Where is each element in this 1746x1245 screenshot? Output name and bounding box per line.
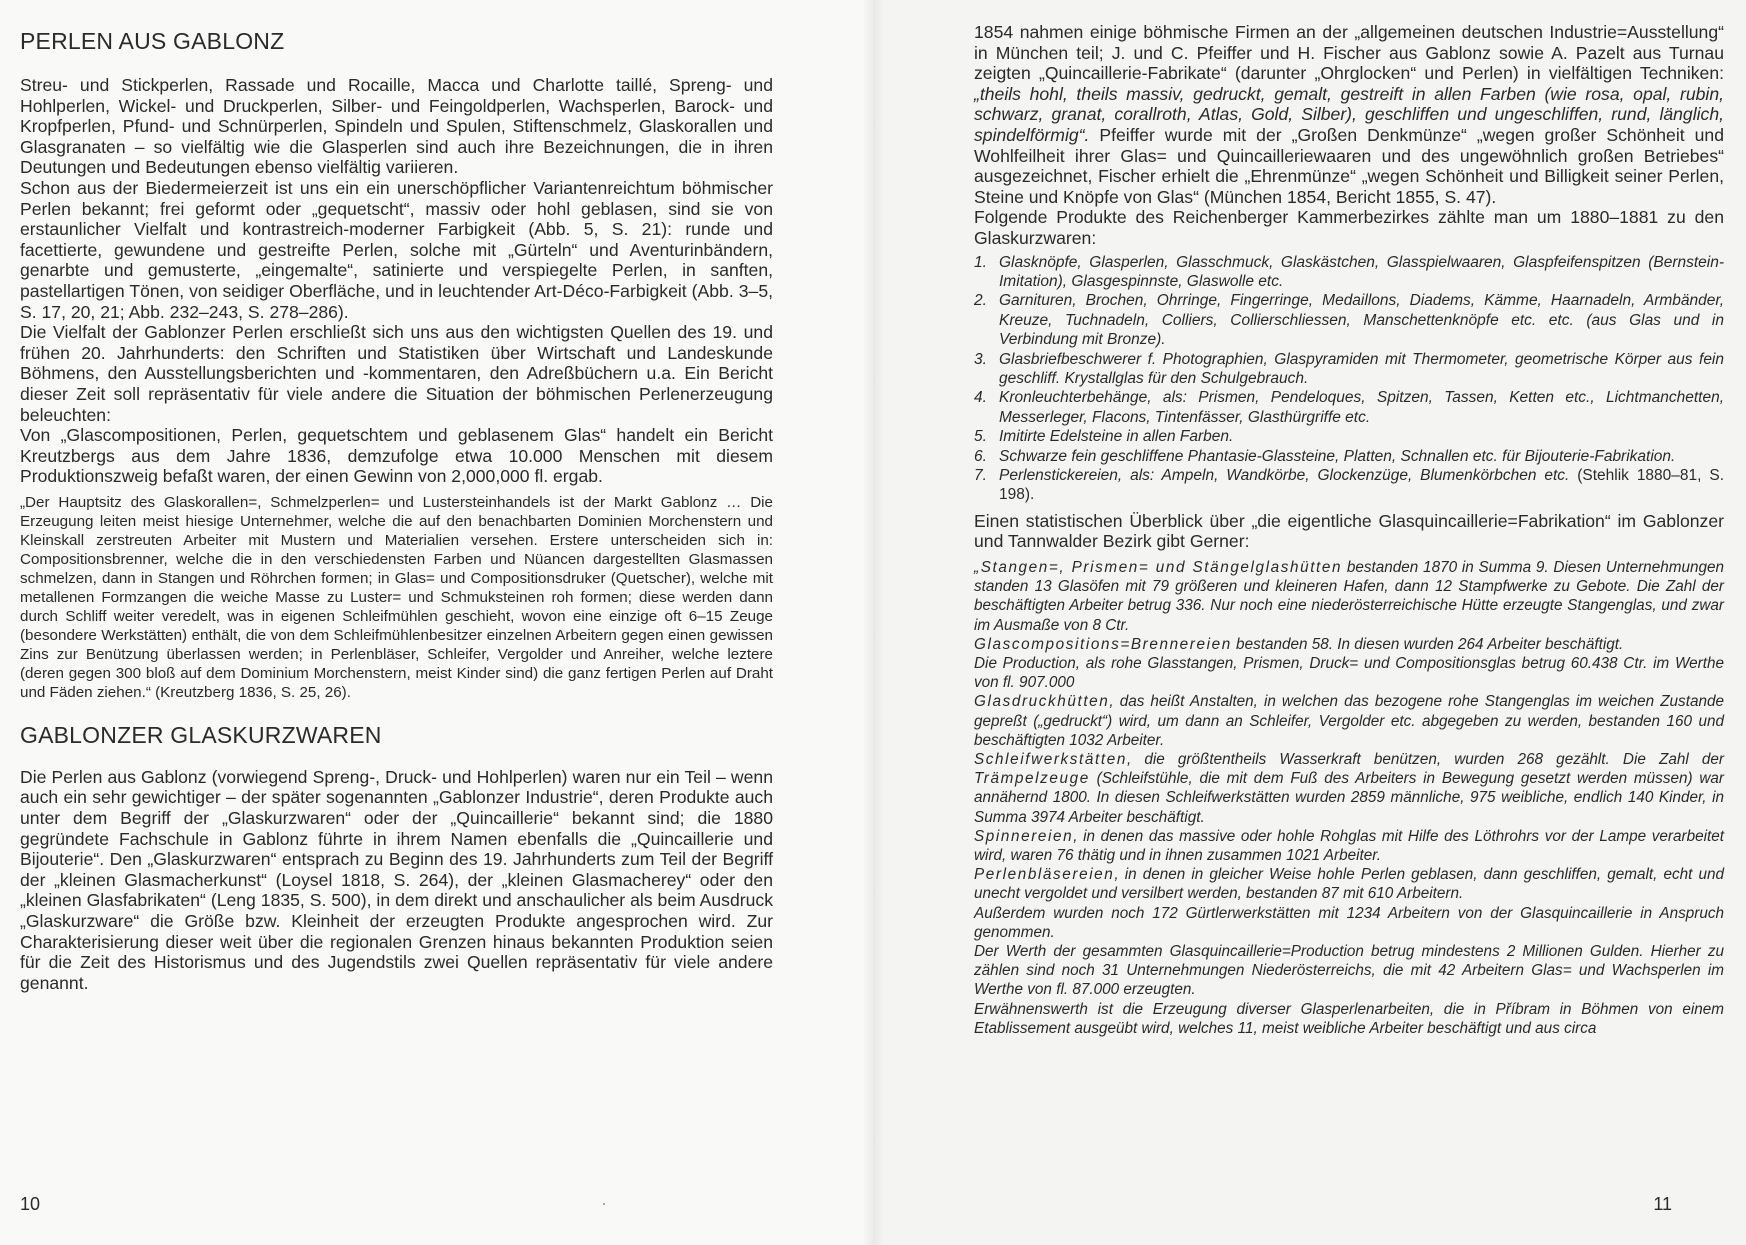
- statistics-quote: [974, 558, 1724, 1038]
- paragraph: Streu- und Stickperlen, Rassade und Rocaille, Macca und Charlotte taillé, Spreng- und Hohlperlen, Wickel- und Druckperlen, Silber- und Feingoldperlen, Wachsperlen, Barock- und Kropfperlen, Pfund- und Schnürperlen, Spindeln und Spulen, Stiftenschmelz, Glaskorallen und Glasgranaten – so vielfältig wie die Glasperlen sind auch ihre Bezeichnungen, die in ihren Deutungen und Bedeutungen ebenso vielfältig variieren.: [20, 75, 773, 178]
- paragraph: Die Vielfalt der Gablonzer Perlen erschließt sich uns aus den wichtigsten Quellen des 19. und frühen 20. Jahrhunderts: den Schriften und Statistiken über Wirtschaft und Landeskunde Böhmens, den Ausstellungsberichten und -kommentaren, den Adreßbüchern u.a. Ein Bericht dieser Zeit soll repräsentativ für viele andere die Situation der böhmischen Perlenerzeugung beleuchten:: [20, 322, 773, 425]
- list-item: 4. Kronleuchterbehänge, als: Prismen, Pendeloques, Spitzen, Tassen, Ketten etc., Lichtmanchetten, Messerleger, Flacons, Tintenfässer, Glasthürgriffe etc.: [974, 389, 1724, 426]
- citation: (Stehlik 1880–81, S. 198).: [999, 467, 1725, 504]
- list-item: 2. Garnituren, Brochen, Ohrringe, Fingerringe, Medaillons, Diadems, Kämme, Haarnadeln, Armbänder, Kreuze, Tuchnadeln, Colliers, Collierschliessen, Manschettenknöpfe etc. etc. (aus Glas und in Verbindung mit Bronze).: [974, 292, 1724, 349]
- heading-perlen-aus-gablonz: PERLEN AUS GABLONZ: [20, 28, 285, 54]
- paragraph-muenchen-1854: [974, 22, 1724, 207]
- stat-entry: Außerdem wurden noch 172 Gürtlerwerkstätten mit 1234 Arbeitern von der Glasquincaillerie in Anspruch genommen.: [974, 904, 1724, 941]
- stat-entry: Glascompositions=Brennereien bestanden 58. In diesen wurden 264 Arbeiter beschäftigt.: [974, 635, 1624, 653]
- stat-entry: Erwähnenswerth ist die Erzeugung diverser Glasperlenarbeiten, die in Příbram in Böhmen von einem Etablissement ausgeübt wird, welches 11, meist weibliche Arbeiter beschäftigt und aus circa: [974, 1000, 1724, 1037]
- stat-entry: Die Production, als rohe Glasstangen, Prismen, Druck= und Compositionsglas betrug 60.438 Ctr. im Werthe von fl. 907.000: [974, 655, 1724, 692]
- book-gutter: [862, 0, 884, 1245]
- left-column: [20, 28, 773, 993]
- text-run: Pfeiffer wurde mit der „Großen Denkmünze“ „wegen großer Schönheit und Wohlfeilheit ihrer Glas= und Quincailleriewaaren und des ungewöhnlich großen Betriebes“ ausgezeichnet, Fischer erhielt die „Ehrenmünze“ „wegen Schönheit und Billigkeit seiner Perlen, Steine und Knöpfe von Glas“ (München 1854, Bericht 1855, S. 47).: [974, 124, 1724, 207]
- stat-entry: Perlenbläsereien, in denen in gleicher Weise hohle Perlen geblasen, dann geschliffen, gemalt, echt und unecht vergoldet und versilbert werden, bestanden 87 mit 610 Arbeitern.: [974, 866, 1724, 903]
- list-item: 7. Perlenstickereien, als: Ampeln, Wandkörbe, Glockenzüge, Blumenkörbchen etc. (Stehlik 1880–81, S. 198).: [974, 467, 1725, 504]
- stat-entry: Schleifwerkstätten, die größtentheils Wasserkraft benützen, wurden 268 gezählt. Die Zahl der Trämpelzeuge (Schleifstühle, die mit dem Fuß des Arbeiters in Bewegung gesetzt werden müssen) war annähernd 1800. In diesen Schleifwerkstätten wurden 2859 männliche, 975 weibliche, endlich 140 Kinder, in Summa 3974 Arbeiter beschäftigt.: [974, 751, 1724, 826]
- stat-entry: Spinnereien, in denen das massive oder hohle Rohglas mit Hilfe des Löthrohrs vor der Lampe verarbeitet wird, waren 76 thätig und in ihnen zusammen 1021 Arbeiter.: [974, 827, 1724, 865]
- italic-quote: „theils hohl, theils massiv, gedruckt, gemalt, gestreift in allen Farben (wie rosa, opal, rubin, schwarz, granat, corallroth, Atlas, Gold, Silber), geschliffen und ungeschliffen, rund, länglich, spindelförmig“.: [974, 83, 1724, 145]
- stat-entry: Der Werth der gesammten Glasquincaillerie=Production betrug mindestens 2 Millionen Gulden. Hierher zu zählen sind noch 31 Unternehmungen Niederösterreichs, die mit 42 Arbeitern Glas= und Wachsperlen im Werthe von fl. 87.000 erzeugten.: [974, 943, 1724, 999]
- list-item: 1. Glasknöpfe, Glasperlen, Glasschmuck, Glaskästchen, Glasspielwaaren, Glaspfeifenspitzen (Bernstein-Imitation), Glasgespinnste, Glaswolle etc.: [974, 253, 1724, 290]
- paragraph: Schon aus der Biedermeierzeit ist uns ein ein unerschöpflicher Variantenreichtum böhmischer Perlen bekannt; frei geformt oder „gequetscht“, massiv oder hohl geblasen, sind sie von erstaunlicher Vielfalt und kontrastreich-moderner Farbigkeit (Abb. 5, S. 21): runde und facettierte, gewundene und gestreifte Perlen, solche mit „Gürteln“ und Aventurinbändern, genarbte und gemusterte, „eingemalte“, satinierte und verspiegelte Perlen, in sanften, pastellartigen Tönen, von seidiger Oberfläche, und in leuchtender Art-Déco-Farbigkeit (Abb. 3–5, S. 17, 20, 21; Abb. 232–243, S. 278–286).: [20, 177, 773, 322]
- page-number: 11: [1653, 1194, 1672, 1214]
- product-list: [974, 253, 1724, 505]
- page-number: 10: [20, 1194, 41, 1214]
- paragraph: Einen statistischen Überblick über „die eigentliche Glasquincaillerie=Fabrikation“ im Gablonzer und Tannwalder Bezirk gibt Gerner:: [974, 510, 1724, 552]
- quotation-kreutzberg: „Der Hauptsitz des Glaskorallen=, Schmelzperlen= und Lustersteinhandels ist der Markt Gablonz … Die Erzeugung leiten meist hiesige Unternehmer, welche die auf den benachbarten Dominien Morchenstern und Kleinskall zerstreuten Arbeiter mit Mustern und Materialien versehen. Erstere unterscheiden sich in: Compositionsbrenner, welche die in den verschiedensten Farben und Nüancen dargestellten Glasmassen schmelzen, dann in Stangen und Röhrchen formen; in Glas= und Compositionsdruker (Quetscher), welche mit metallenen Formzangen die weiche Masse zu Luster= und Schmuksteinen roh formen; diese werden dann durch Schliff weiter veredelt, was in eigenen Schleifmühlen geschieht, wovon eine einzige oft 6–15 Zeuge (besondere Werkstätten) enthält, die von dem Schleifmühlenbesitzer einzelnen Arbeitern gegen einen gewissen Zins zur Benützung überlassen werden; in Perlenbläser, Schleifer, Vergolder und Anreiher, welche leztere (deren gegen 300 bloß auf dem Dominium Morchenstern, meist Kinder sind) die ganz fertigen Perlen auf Draht und Fäden ziehen.“ (Kreutzberg 1836, S. 25, 26).: [20, 493, 773, 701]
- paragraph: Die Perlen aus Gablonz (vorwiegend Spreng-, Druck- und Hohlperlen) waren nur ein Teil – wenn auch ein sehr gewichtiger – der später sogenannten „Gablonzer Industrie“, deren Produkte auch unter dem Begriff der „Glaskurzwaren“ oder der „Quincaillerie“ bekannt sind; die 1880 gegründete Fachschule in Gablonz führte in ihrem Namen ebenfalls die „Quincaillerie und Bijouterie“. Den „Glaskurzwaren“ entsprach zu Beginn des 19. Jahrhunderts zum Teil der Begriff der „kleinen Glasmacherkunst“ (Loysel 1818, S. 264), der „kleinen Glasmacherey“ oder den „kleinen Glasfabrikaten“ (Leng 1835, S. 500), in dem direkt und anschaulicher als beim Ausdruck „Glaskurzware“ die Größe bzw. Kleinheit der erzeugten Produkte angesprochen wird. Zur Charakterisierung dieser weit über die regionalen Grenzen hinaus bekannten Produktion seien für die Zeit des Historismus und des Jugendstils zwei Quellen repräsentativ für viele andere genannt.: [20, 766, 773, 993]
- stat-entry: „Stangen=, Prismen= und Stängelglashütten bestanden 1870 in Summa 9. Diesen Unternehmungen standen 13 Glasöfen mit 79 größeren und kleineren Hafen, dann 12 Stampfwerke zu Gebote. Die Zahl der beschäftigten Arbeiter betrug 336. Nur noch eine niederösterreichische Hütte erzeugte Stangenglas, und zwar im Ausmaße von 8 Ctr.: [974, 559, 1724, 634]
- paragraph: Von „Glascompositionen, Perlen, gequetschtem und geblasenem Glas“ handelt ein Bericht Kreutzbergs aus dem Jahre 1836, demzufolge etwa 10.000 Menschen mit diesem Produktionszweig befaßt waren, der einen Gewinn von 2,000,000 fl. ergab.: [20, 425, 773, 487]
- stat-entry: Glasdruckhütten, das heißt Anstalten, in welchen das bezogene rohe Stangenglas im weichen Zustande gepreßt („gedruckt“) wird, um dann an Schleifer, Vergolder etc. abgegeben zu werden, bestanden 160 und beschäftigten 1032 Arbeiter.: [974, 693, 1724, 749]
- text-run: 1854 nahmen einige böhmische Firmen an der „allgemeinen deutschen Industrie=Ausstellung“ in München teil; J. und C. Pfeiffer und H. Fischer aus Gablonz sowie A. Pazelt aus Turnau zeigten „Quincaillerie-Fabrikate“ (darunter „Ohrglocken“ und Perlen) in vielfältigen Techniken:: [974, 22, 1724, 84]
- right-column: [974, 22, 1724, 1038]
- list-item: 5. Imitirte Edelsteine in allen Farben.: [974, 428, 1234, 446]
- list-item: 6. Schwarze fein geschliffene Phantasie-Glassteine, Platten, Schnallen etc. für Bijouterie-Fabrikation.: [974, 447, 1676, 465]
- heading-gablonzer-glaskurzwaren: GABLONZER GLASKURZWAREN: [20, 721, 382, 748]
- paragraph: Folgende Produkte des Reichenberger Kammerbezirkes zählte man um 1880–1881 zu den Glaskurzwaren:: [974, 207, 1724, 248]
- right-page: [873, 0, 1746, 1245]
- list-item: 3. Glasbriefbeschwerer f. Photographien, Glaspyramiden mit Thermometer, geometrische Körper aus fein geschliff. Krystallglas für den Schulgebrauch.: [974, 350, 1724, 387]
- page-speck: [603, 1203, 605, 1205]
